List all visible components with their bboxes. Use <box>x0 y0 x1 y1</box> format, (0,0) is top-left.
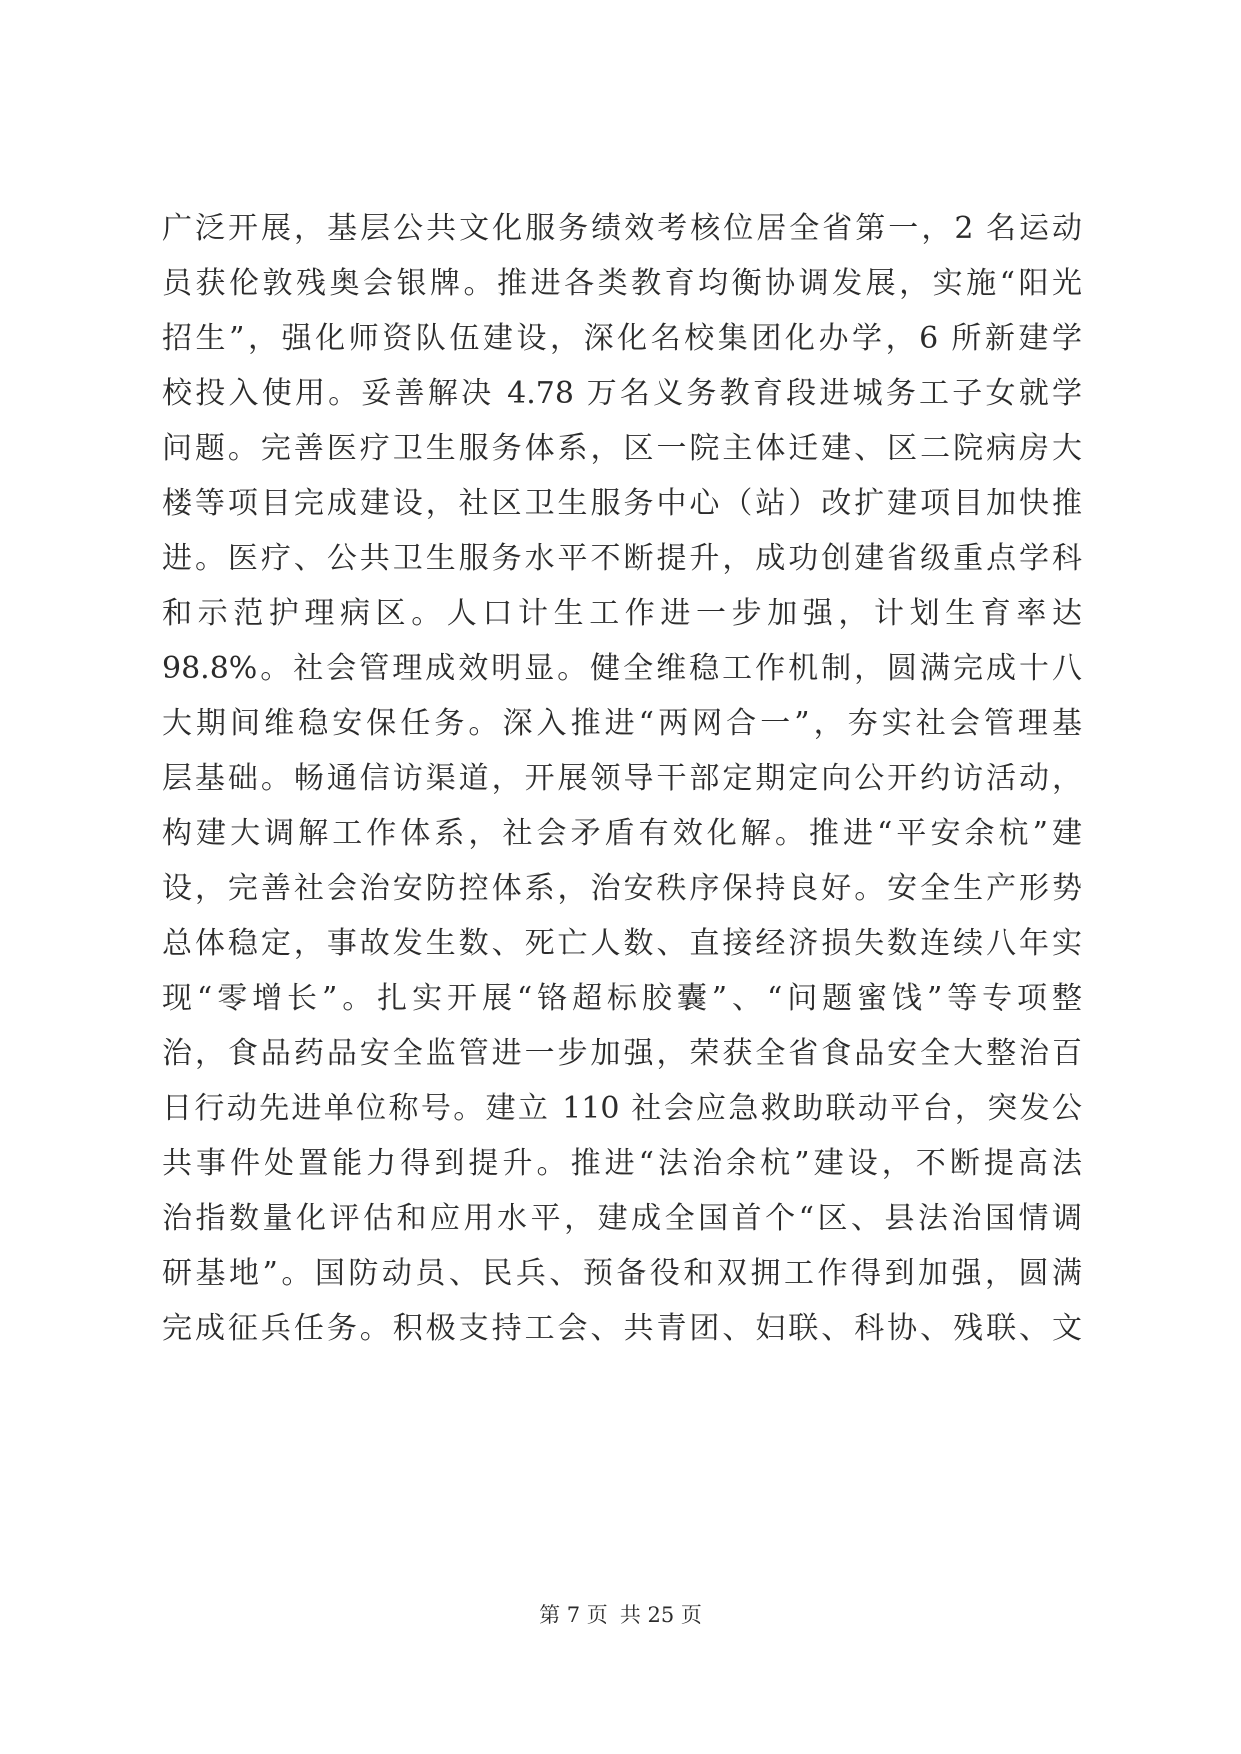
text-line: 构建大调解工作体系，社会矛盾有效化解。推进“平安余杭”建 <box>162 816 1082 851</box>
page-footer <box>0 1600 1241 1630</box>
text-line: 完成征兵任务。积极支持工会、共青团、妇联、科协、残联、文 <box>162 1311 1082 1346</box>
text-line: 治指数量化评估和应用水平，建成全国首个“区、县法治国情调 <box>162 1201 1082 1236</box>
text-line: 层基础。畅通信访渠道，开展领导干部定期定向公开约访活动， <box>162 761 1082 796</box>
text-line: 设，完善社会治安防控体系，治安秩序保持良好。安全生产形势 <box>162 871 1082 906</box>
text-line: 和示范护理病区。人口计生工作进一步加强，计划生育率达 <box>162 596 1082 631</box>
text-line: 问题。完善医疗卫生服务体系，区一院主体迁建、区二院病房大 <box>162 431 1082 466</box>
text-line: 员获伦敦残奥会银牌。推进各类教育均衡协调发展，实施“阳光 <box>162 266 1082 301</box>
text-line: 98.8%。社会管理成效明显。健全维稳工作机制，圆满完成十八 <box>162 651 1082 686</box>
text-line: 现“零增长”。扎实开展“铬超标胶囊”、“问题蜜饯”等专项整 <box>162 981 1082 1016</box>
text-line: 广泛开展，基层公共文化服务绩效考核位居全省第一，2 名运动 <box>162 211 1082 246</box>
text-line: 共事件处置能力得到提升。推进“法治余杭”建设，不断提高法 <box>162 1146 1082 1181</box>
text-line: 进。医疗、公共卫生服务水平不断提升，成功创建省级重点学科 <box>162 541 1082 576</box>
page-number: 第 7 页 <box>539 1603 608 1627</box>
text-line: 研基地”。国防动员、民兵、预备役和双拥工作得到加强，圆满 <box>162 1256 1082 1291</box>
text-line: 大期间维稳安保任务。深入推进“两网合一”，夯实社会管理基 <box>162 706 1082 741</box>
text-line: 治，食品药品安全监管进一步加强，荣获全省食品安全大整治百 <box>162 1036 1082 1071</box>
text-line: 楼等项目完成建设，社区卫生服务中心（站）改扩建项目加快推 <box>162 486 1082 521</box>
text-line: 校投入使用。妥善解决 4.78 万名义务教育段进城务工子女就学 <box>162 376 1082 411</box>
page-total: 共 25 页 <box>619 1603 702 1627</box>
text-line: 日行动先进单位称号。建立 110 社会应急救助联动平台，突发公 <box>162 1091 1082 1126</box>
text-line: 总体稳定，事故发生数、死亡人数、直接经济损失数连续八年实 <box>162 926 1082 961</box>
text-line: 招生”，强化师资队伍建设，深化名校集团化办学，6 所新建学 <box>162 321 1082 356</box>
